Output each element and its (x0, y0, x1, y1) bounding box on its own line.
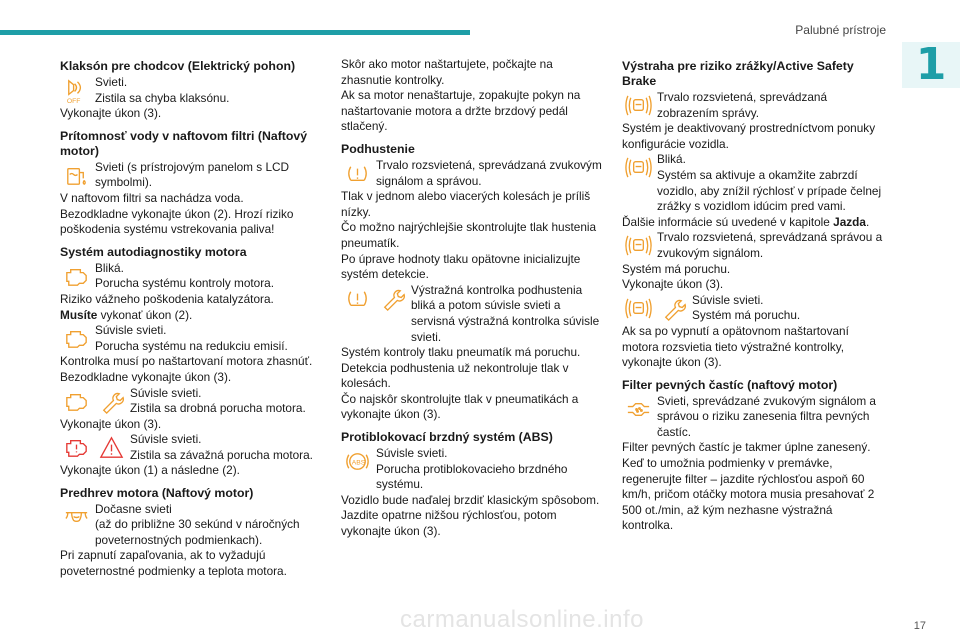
heading-pedestrian-horn: Klaksón pre chodcov (Elektrický pohon) (60, 59, 296, 73)
body-text: Systém je deaktivovaný prostredníctvom ponuky konfigurácie vozidla. (622, 121, 876, 151)
engine-check-icon (60, 432, 93, 463)
body-text: Keď to umožnia podmienky v premávke, regenerujte filter – jazdite rýchlosťou aspoň 60 km/h, pričom otáčky motora musia presahovať 2 500 ot./min, až kým nezhasne výstražná kontrolka. (622, 456, 875, 533)
column-1 (60, 57, 322, 579)
indicator-row (60, 75, 322, 106)
collision-warning-icon (622, 152, 655, 183)
body-span: . (865, 214, 870, 229)
particle-filter-icon (622, 394, 655, 425)
water-in-fuel-icon (60, 160, 93, 191)
body-text: Pri zapnutí zapaľovania, ak to vyžadujú poveternostné podmienky a teplota motora. (60, 548, 287, 578)
body-text: V naftovom filtri sa nachádza voda. (60, 190, 244, 205)
column-3 (622, 57, 884, 534)
indicator-row (622, 230, 884, 261)
body-text: Bezodkladne vykonajte úkon (3). (60, 369, 232, 384)
svg-text:OFF: OFF (66, 98, 81, 105)
indicator-state: Trvalo rozsvietená, sprevádzaná správou a zvukovým signálom. (657, 230, 883, 260)
body-text: Čo najskôr skontrolujte tlak v pneumatikách a vykonajte úkon (3). (341, 391, 579, 422)
watermark: carmanualsonline.info (400, 606, 644, 633)
indicator-row (622, 90, 884, 121)
body-text (622, 215, 884, 231)
body-text: Po úprave hodnoty tlaku opätovne inicializujte systém detekcie. (341, 251, 581, 282)
horn-off-icon (60, 75, 93, 106)
indicator-row (622, 152, 884, 214)
heading-abs: Protiblokovací brzdný systém (ABS) (341, 430, 553, 445)
indicator-row (60, 386, 322, 417)
heading-water-in-fuel: Prítomnosť vody v naftovom filtri (Naftový motor) (60, 128, 308, 158)
indicator-state: Súvisle svieti. (130, 385, 202, 400)
body-text: Skôr ako motor naštartujete, počkajte na zhasnutie kontrolky. (341, 57, 553, 87)
heading-engine-diagnostics: Systém autodiagnostiky motora (60, 244, 247, 259)
body-text: (až do približne 30 sekúnd v náročných poveternostných podmienkach). (95, 517, 300, 547)
glow-plug-icon (60, 502, 93, 533)
indicator-state: Súvisle svieti. (692, 292, 764, 307)
body-text: Kontrolka musí po naštartovaní motora zhasnúť. (60, 354, 313, 369)
indicator-row (60, 432, 322, 463)
body-text: Ak sa po vypnutí a opätovnom naštartovaní motora rozsvietia tieto výstražné kontrolky, vykonajte úkon (3). (622, 323, 849, 370)
indicator-row (341, 446, 603, 493)
body-text: Bezodkladne vykonajte úkon (2). Hrozí riziko poškodenia systému vstrekovania paliva! (60, 206, 294, 237)
chapter-reference: Jazda (833, 214, 866, 229)
body-text: Vykonajte úkon (3). (60, 416, 162, 431)
section-title: Palubné prístroje (795, 23, 886, 37)
page-number: 17 (913, 620, 926, 632)
indicator-state: Trvalo rozsvietená, sprevádzaná zobrazením správy. (657, 90, 828, 120)
body-span: vykonať úkon (2). (97, 307, 193, 322)
tyre-pressure-icon (341, 158, 374, 189)
collision-warning-icon (622, 90, 655, 121)
indicator-row (60, 160, 322, 191)
action-text: Vykonajte úkon (3). (60, 106, 162, 121)
indicator-meaning: Zistila sa chyba klaksónu. (95, 90, 230, 105)
body-text (60, 308, 322, 324)
body-text: Riziko vážneho poškodenia katalyzátora. (60, 291, 274, 306)
abs-icon (341, 446, 374, 477)
service-wrench-icon (376, 283, 409, 314)
indicator-state: Bliká. (95, 260, 124, 275)
body-text: Čo možno najrýchlejšie skontrolujte tlak hustenia pneumatík. (341, 220, 597, 250)
engine-check-icon (60, 323, 93, 354)
indicator-state: Výstražná kontrolka podhustenia bliká a potom súvisle svieti a servisná výstražná kontrolka súvisle svieti. (411, 282, 600, 344)
indicator-state: Svieti (s prístrojovým panelom s LCD symbolmi). (95, 159, 290, 190)
indicator-state: Svieti, sprevádzané zvukovým signálom a správou o riziku zanesenia filtra pevných častíc. (657, 393, 876, 439)
body-text: Jazdite opatrne nižšou rýchlosťou, potom vykonajte úkon (3). (341, 508, 557, 539)
indicator-row (341, 158, 603, 189)
body-text: Systém má poruchu. (622, 261, 731, 276)
column-2 (341, 57, 603, 540)
service-wrench-icon (657, 293, 690, 324)
heading-collision-warning: Výstraha pre riziko zrážky/Active Safety Brake (622, 59, 854, 88)
body-text: Vozidlo bude naďalej brzdiť klasickým spôsobom. (341, 492, 600, 507)
service-wrench-icon (95, 386, 128, 417)
indicator-meaning: Zistila sa závažná porucha motora. (130, 447, 313, 462)
indicator-row (622, 394, 884, 441)
collision-warning-icon (622, 293, 655, 324)
collision-warning-icon (622, 230, 655, 261)
heading-glow-plug: Predhrev motora (Naftový motor) (60, 486, 254, 501)
body-text: Filter pevných častíc je takmer úplne zanesený. (622, 440, 871, 455)
body-text: Systém kontroly tlaku pneumatík má poruchu. Detekcia podhustenia už nekontroluje tlak v kolesách. (341, 345, 581, 391)
indicator-row (341, 283, 603, 345)
indicator-state: Trvalo rozsvietená, sprevádzaná zvukovým signálom a správou. (376, 157, 602, 188)
body-text: Vykonajte úkon (1) a následne (2). (60, 463, 240, 478)
body-text: Vykonajte úkon (3). (622, 277, 724, 292)
indicator-meaning: Systém má poruchu. (692, 308, 801, 323)
indicator-state: Svieti. (95, 75, 128, 89)
warning-triangle-icon (95, 432, 128, 463)
indicator-meaning: Zistila sa drobná porucha motora. (130, 401, 306, 416)
indicator-meaning: Porucha systému kontroly motora. (95, 276, 274, 291)
chapter-number: 1 (902, 42, 960, 88)
emphasis: Musíte (60, 307, 98, 322)
indicator-state: Súvisle svieti. (376, 446, 448, 461)
engine-check-icon (60, 261, 93, 292)
indicator-state: Súvisle svieti. (95, 323, 167, 338)
tyre-pressure-icon (341, 283, 374, 314)
header-accent-bar (0, 30, 470, 35)
indicator-state: Bliká. (657, 152, 686, 167)
indicator-state: Súvisle svieti. (130, 432, 202, 447)
indicator-meaning: Porucha systému na redukciu emisií. (95, 338, 288, 353)
indicator-row (60, 261, 322, 292)
indicator-meaning: Porucha protiblokovacieho brzdného systému. (376, 461, 568, 492)
heading-particle-filter: Filter pevných častíc (naftový motor) (622, 377, 838, 392)
body-text: Tlak v jednom alebo viacerých kolesách je príliš nízky. (341, 189, 591, 219)
indicator-meaning: Systém sa aktivuje a okamžite zabrzdí vozidlo, aby znížil rýchlosť v prípade čelnej zrážky s vozidlom idúcim pred vami. (657, 167, 882, 214)
body-text: Ak sa motor nenaštartuje, zopakujte pokyn na naštartovanie motora a držte brzdový pedál stlačený. (341, 88, 581, 134)
heading-underinflation: Podhustenie (341, 141, 415, 156)
svg-text:ABS: ABS (351, 459, 366, 467)
indicator-row (60, 323, 322, 354)
engine-check-icon (60, 386, 93, 417)
indicator-state: Dočasne svieti (95, 502, 172, 517)
indicator-row (622, 293, 884, 324)
body-span: Ďalšie informácie sú uvedené v kapitole (622, 214, 834, 229)
